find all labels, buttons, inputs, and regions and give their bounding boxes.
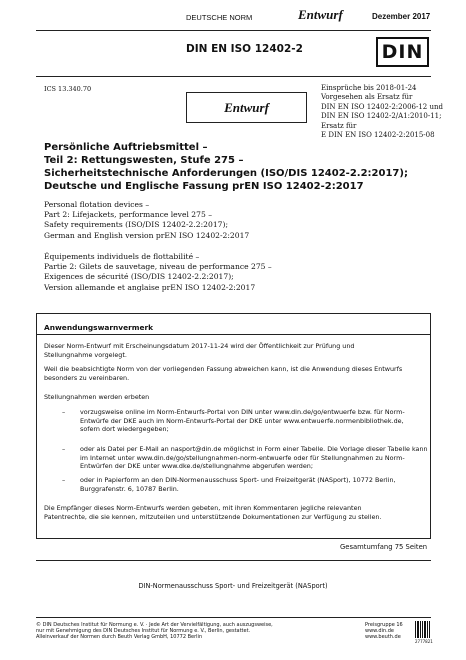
objection-line: Ersatz für (321, 121, 357, 130)
text-line: Die Empfänger dieses Norm-Entwurfs werden gebeten, mit ihren Kommentaren jegliche relevanten (44, 504, 362, 512)
warning-paragraph (44, 504, 381, 521)
title-line: German and English version prEN ISO 12402-2:2017 (44, 230, 250, 240)
title-english (44, 200, 249, 241)
footer-divider (36, 617, 431, 618)
warning-heading-divider (36, 334, 431, 335)
text-line: Entwürfe der DKE auch im Norm-Entwurfs-Portal der DKE unter www.entwuerfe.normenbibliothek.de, (80, 416, 404, 425)
objection-line: Vorgesehen als Ersatz für (321, 93, 413, 102)
text-line: im Internet unter www.din.de/go/stellungnahmen-norm-entwuerfe oder für Stellungnahmen zu Norm- (80, 453, 405, 462)
text-line: oder in Papierform an den DIN-Normenausschuss Sport- und Freizeitgerät (NASport), 10772 Berlin, (80, 476, 396, 484)
standard-number: DIN EN ISO 12402-2 (186, 43, 303, 55)
bullet-dash: – (62, 476, 66, 484)
warning-heading: Anwendungswarnvermerk (44, 323, 154, 332)
title-line: Sicherheitstechnische Anforderungen (ISO/DIS 12402-2.2:2017); (44, 168, 408, 179)
warning-paragraph (44, 365, 402, 382)
text-line: Weil die beabsichtigte Norm von der vorliegenden Fassung abweichen kann, ist die Anwendung dieses Entwurfs (44, 365, 403, 373)
title-line: Exigences de sécurité (ISO/DIS 12402-2.2:2017); (44, 272, 234, 282)
bullet-dash: – (62, 445, 66, 453)
title-line: Deutsche und Englische Fassung prEN ISO 12402-2:2017 (44, 181, 364, 192)
page-count: Gesamtumfang 75 Seiten (340, 543, 428, 551)
title-line: Safety requirements (ISO/DIS 12402-2.2:2017); (44, 220, 229, 230)
title-german (44, 141, 408, 193)
title-line: Équipements individuels de flottabilité – (44, 252, 200, 261)
link-din[interactable]: www.din.de (365, 628, 394, 635)
draft-label: Entwurf (298, 7, 343, 22)
title-line: Version allemande et anglaise prEN ISO 12402-2:2017 (44, 282, 256, 292)
objection-line: DIN EN ISO 12402-2:2006-12 und (321, 102, 443, 111)
draft-box: Entwurf (186, 92, 307, 123)
din-logo: DIN (376, 37, 429, 67)
price-info (365, 622, 403, 641)
section-divider (36, 560, 431, 561)
link-beuth[interactable]: www.beuth.de (365, 634, 401, 641)
title-line: Partie 2: Gilets de sauvetage, niveau de performance 275 – (44, 262, 272, 272)
title-line: Teil 2: Rettungswesten, Stufe 275 – (44, 155, 244, 166)
text-line: vorzugsweise online im Norm-Entwurfs-Portal von DIN unter www.din.de/go/entwuerfe bzw. für Norm- (80, 408, 405, 416)
title-french (44, 252, 272, 293)
committee-name: DIN-Normenausschuss Sport- und Freizeitgerät (NASport) (138, 582, 328, 590)
text-line: Alleinverkauf der Normen durch Beuth Verlag GmbH, 10772 Berlin (36, 634, 203, 641)
title-line: Part 2: Lifejackets, performance level 275 – (44, 210, 213, 220)
ics-code: ICS 13.340.70 (44, 85, 92, 93)
objection-line: E DIN EN ISO 12402-2:2015-08 (321, 131, 435, 140)
title-line: Personal flotation devices – (44, 200, 150, 209)
barcode-number: 2777821 (415, 639, 433, 644)
text-line: oder als Datei per E-Mail an nasport@din.de möglichst in Form einer Tabelle. Die Vorlage dieser Tabelle kann (80, 445, 428, 453)
price-group: Preisgruppe 16 (365, 622, 403, 628)
text-line: Burggrafenstr. 6, 10787 Berlin. (80, 484, 179, 493)
text-line: sofern dort wiedergegeben; (80, 425, 169, 434)
objection-line: DIN EN ISO 12402-2/A1:2010-11; (321, 112, 442, 121)
text-line: Stellungnahme vorgelegt. (44, 350, 127, 359)
issue-date: Dezember 2017 (372, 12, 431, 21)
barcode-icon (415, 621, 431, 638)
text-line: Entwürfen der DKE unter www.dke.de/stellungnahme abgerufen werden; (80, 462, 313, 471)
bullet-dash: – (62, 408, 66, 416)
title-line: Persönliche Auftriebsmittel – (44, 142, 208, 153)
text-line: © DIN Deutsches Institut für Normung e. V. · Jede Art der Vervielfältigung, auch auszugsweise, (36, 622, 273, 628)
warning-paragraph (44, 342, 354, 359)
text-line: Dieser Norm-Entwurf mit Erscheinungsdatum 2017-11-24 wird der Öffentlichkeit zur Prüfung und (44, 342, 355, 350)
warning-paragraph (44, 393, 149, 402)
objection-line: Einsprüche bis 2018-01-24 (321, 84, 417, 92)
header-divider (36, 30, 431, 31)
barcode (415, 621, 431, 645)
header-divider-2 (36, 76, 431, 77)
text-line: nur mit Genehmigung des DIN Deutsches Institut für Normung e. V., Berlin, gestattet. (36, 628, 251, 635)
text-line: Stellungnahmen werden erbeten (44, 393, 150, 401)
text-line: besonders zu vereinbaren. (44, 373, 130, 382)
copyright-notice (36, 622, 273, 641)
text-line: Patentrechte, die sie kennen, mitzuteilen und unterstützende Dokumentationen zur Verfügung zu stellen. (44, 512, 382, 521)
document-type-label: DEUTSCHE NORM (186, 13, 253, 22)
objection-info (321, 84, 451, 140)
